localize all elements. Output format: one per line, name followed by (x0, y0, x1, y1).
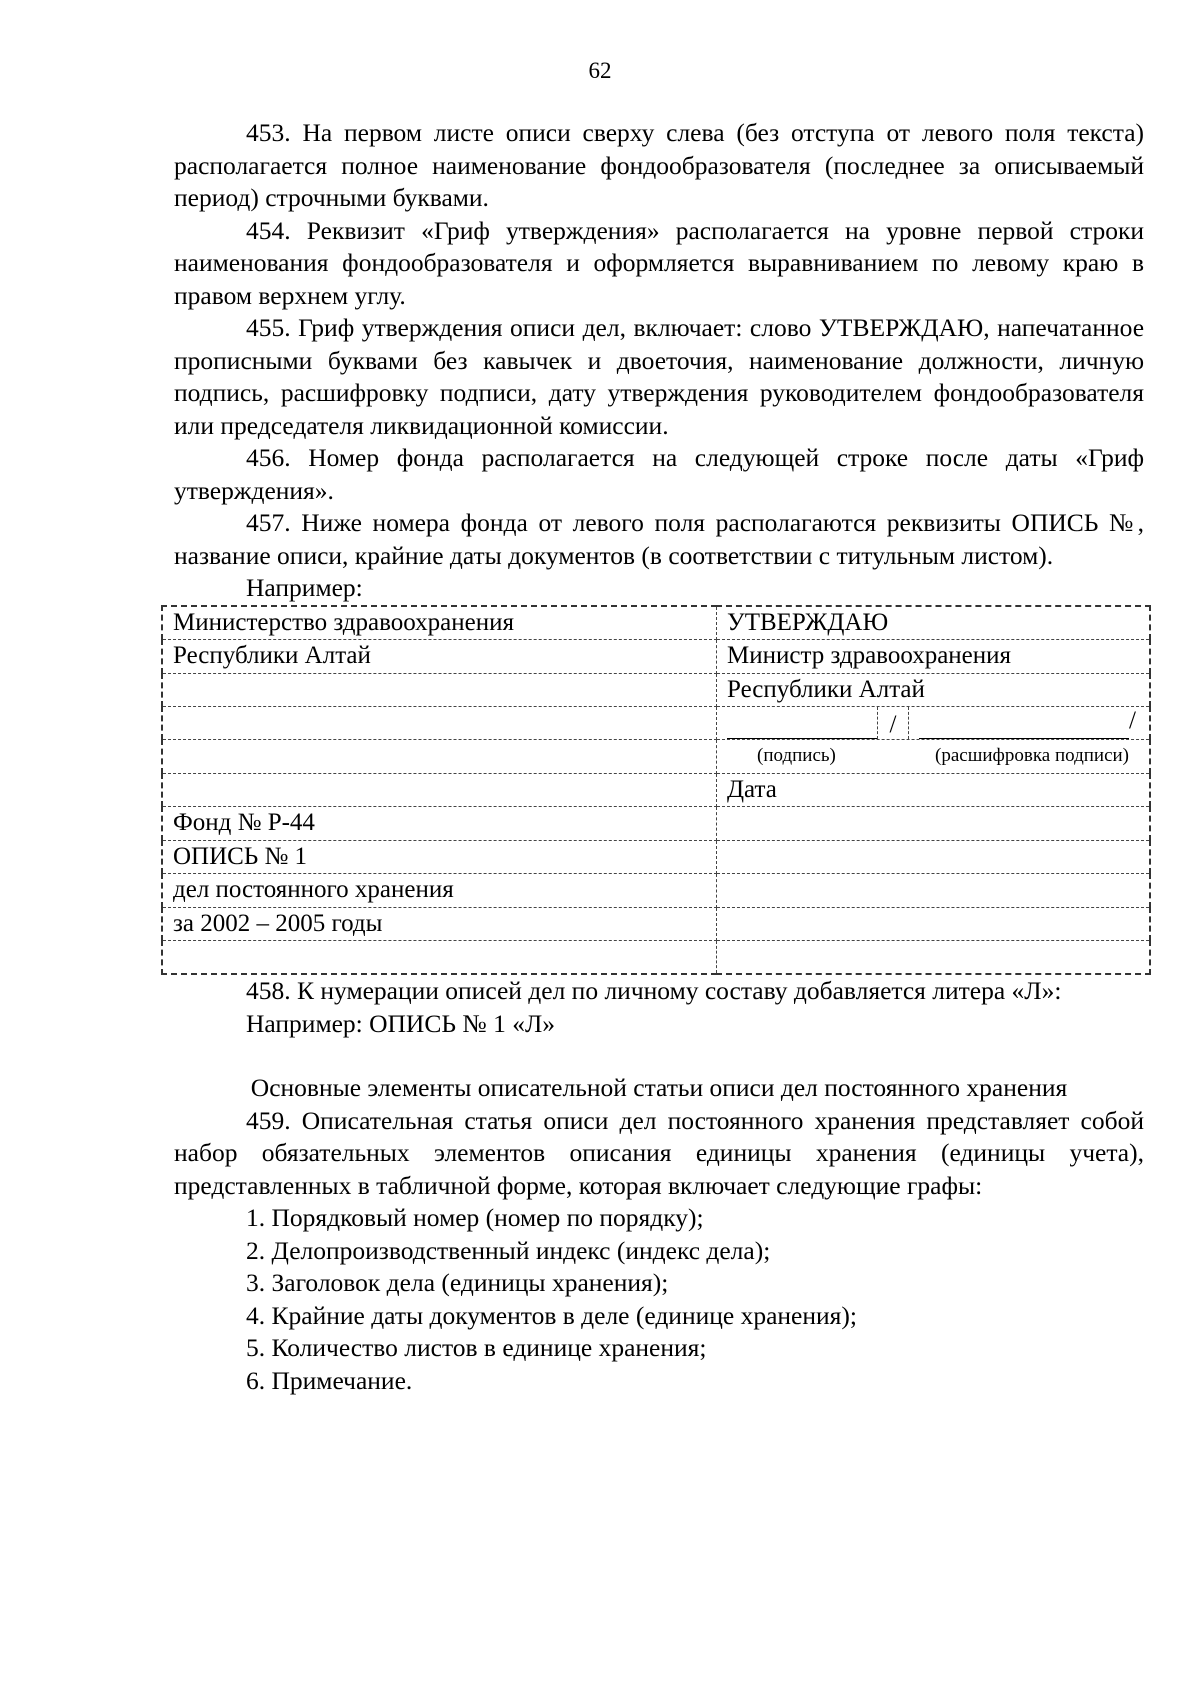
list-item: 2. Делопроизводственный индекс (индекс дела); (246, 1235, 771, 1265)
inventory-dates: за 2002 – 2005 годы (162, 907, 717, 941)
form-left-cell (162, 740, 717, 774)
example-label: Например: (246, 573, 363, 602)
form-left-cell (162, 941, 717, 975)
signature-blank (727, 714, 877, 739)
inventory-title-example (161, 605, 1151, 976)
section-heading: Основные элементы описательной статьи описи дел постоянного хранения (250, 1073, 1068, 1102)
form-right-empty (717, 840, 1151, 874)
paragraph-453: 453. На первом листе описи сверху слева (без отступа от левого поля текста) располагается полное наименование фондообразователя (последнее за описываемый период) строчными буквами. (174, 118, 1144, 212)
paragraph-459: 459. Описательная статья описи дел постоянного хранения представляет собой набор обязательных элементов описания единицы хранения (единицы учета), представленных в табличной форме, которая включает следующие графы: (174, 1105, 1144, 1200)
form-right-empty (717, 907, 1151, 941)
document-body (174, 117, 1144, 1397)
inventory-number: ОПИСЬ № 1 (162, 840, 717, 874)
approver-position-2: Республики Алтай (717, 673, 1151, 707)
caption-signature: (подпись) (757, 745, 836, 766)
page-number: 62 (588, 58, 612, 83)
list-item: 1. Порядковый номер (номер по порядку); (246, 1203, 704, 1232)
paragraph-458: 458. К нумерации описей дел по личному составу добавляется литера «Л»: (246, 976, 1062, 1005)
list-item: 4. Крайние даты документов в деле (единице хранения); (246, 1300, 857, 1330)
form-right-empty (717, 807, 1151, 841)
caption-decode: (расшифровка подписи) (935, 745, 1129, 766)
paragraph-456: 456. Номер фонда располагается на следующей строке после даты «Гриф утверждения». (174, 443, 1145, 505)
approval-date: Дата (717, 773, 1151, 807)
form-left-cell: Министерство здравоохранения (162, 606, 717, 640)
form-left-cell: Республики Алтай (162, 640, 717, 674)
form-left-cell (162, 707, 717, 740)
fund-number: Фонд № Р-44 (162, 807, 717, 841)
form-left-cell (162, 773, 717, 807)
paragraph-455: 455. Гриф утверждения описи дел, включает: слово УТВЕРЖДАЮ, напечатанное прописными буквами без кавычек и двоеточия, наименование должности, личную подпись, расшифровку подписи, дату утверждения руководителем фондообразователя или председателя ликвидационной комиссии. (174, 313, 1145, 440)
paragraph-454: 454. Реквизит «Гриф утверждения» располагается на уровне первой строки наименования фондообразователя и оформляется выравниванием по левому краю в правом верхнем углу. (174, 215, 1144, 310)
list-item: 3. Заголовок дела (единицы хранения); (246, 1268, 669, 1297)
signature-captions (717, 740, 1151, 774)
approve-word: УТВЕРЖДАЮ (717, 606, 1151, 640)
signature-separator: / (877, 707, 909, 739)
approver-position-1: Министр здравоохранения (717, 640, 1151, 674)
signature-line (717, 707, 1151, 740)
list-item: 5. Количество листов в единице хранения; (246, 1333, 707, 1362)
paragraph-457: 457. Ниже номера фонда от левого поля располагаются реквизиты ОПИСЬ №, название описи, крайние даты документов (в соответствии с титульным листом). (174, 508, 1145, 570)
signature-end-slash: / (1129, 707, 1136, 734)
form-right-empty (717, 941, 1151, 975)
inventory-title: дел постоянного хранения (162, 874, 717, 908)
example-458: Например: ОПИСЬ № 1 «Л» (246, 1008, 556, 1038)
list-item: 6. Примечание. (246, 1365, 413, 1395)
decode-blank (919, 714, 1129, 739)
form-left-cell (162, 673, 717, 707)
form-right-empty (717, 874, 1151, 908)
